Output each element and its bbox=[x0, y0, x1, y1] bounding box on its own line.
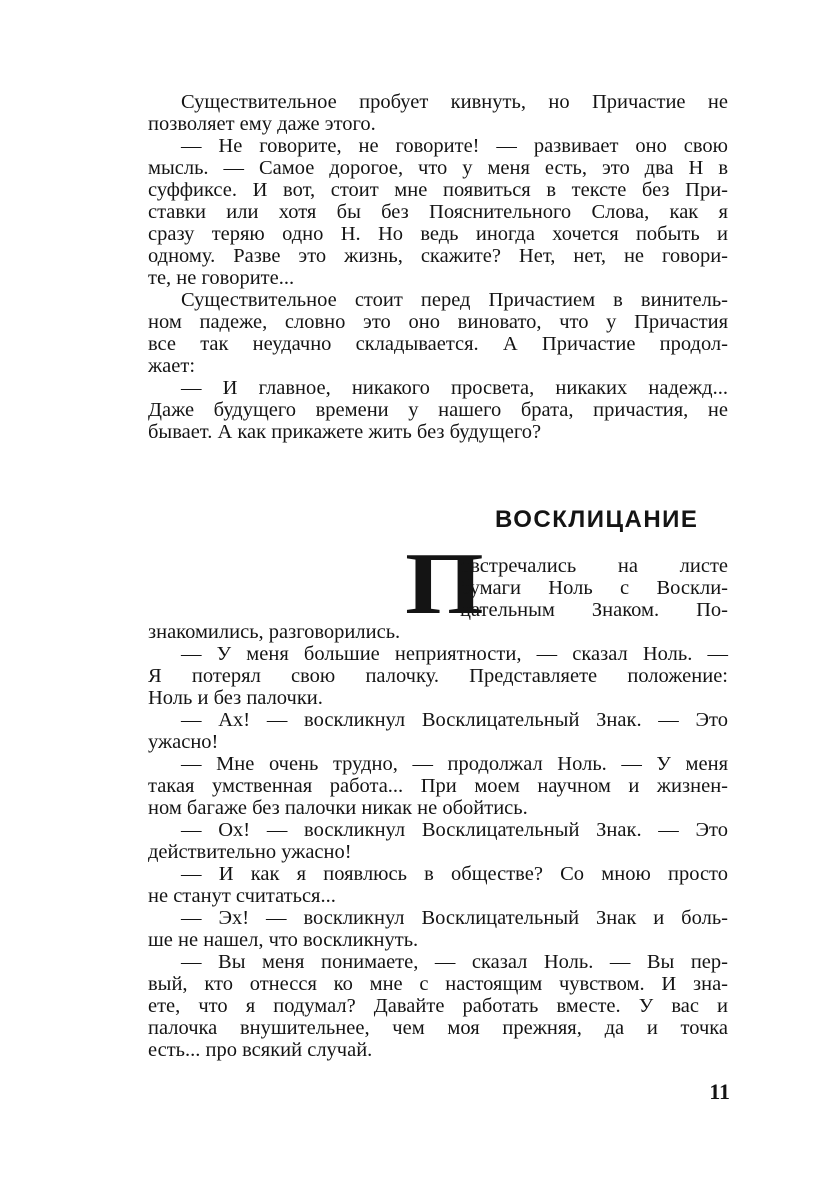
text-line: Я потерял свою палочку. Представляете положение: bbox=[148, 665, 728, 687]
text-line: мысль. — Самое дорогое, что у меня есть, это два Н в bbox=[148, 157, 728, 179]
text-line: палочка внушительнее, чем моя прежняя, да и точка bbox=[148, 1017, 728, 1039]
text-line: бумаги Ноль с Воскли- bbox=[460, 577, 728, 599]
text-line: знакомились, разговорились. bbox=[148, 621, 401, 643]
text-line: — У меня большие неприятности, — сказал Ноль. — bbox=[181, 643, 728, 665]
text-line: не станут считаться... bbox=[148, 885, 336, 907]
text-line: Ноль и без палочки. bbox=[148, 687, 323, 709]
text-line: — И как я появлюсь в обществе? Со мною просто bbox=[181, 863, 728, 885]
text-line: позволяет ему даже этого. bbox=[148, 113, 376, 135]
text-line: ше не нашел, что воскликнуть. bbox=[148, 929, 419, 951]
text-line: — Ах! — воскликнул Восклицательный Знак. — Это bbox=[181, 709, 728, 731]
text-line: ном падеже, словно это оно виновато, что у Причастия bbox=[148, 311, 728, 333]
text-line: бывает. А как прикажете жить без будущего? bbox=[148, 421, 542, 443]
text-line: Существительное стоит перед Причастием в винитель- bbox=[181, 289, 728, 311]
text-line: жает: bbox=[148, 355, 196, 377]
text-line: Существительное пробует кивнуть, но Причастие не bbox=[181, 91, 728, 113]
section-heading: ВОСКЛИЦАНИЕ bbox=[495, 506, 699, 533]
text-line: ужасно! bbox=[148, 731, 219, 753]
text-line: все так неудачно складывается. А Причастие продол- bbox=[148, 333, 728, 355]
drop-cap: П bbox=[405, 536, 484, 633]
text-line: ете, что я подумал? Давайте работать вместе. У вас и bbox=[148, 995, 728, 1017]
text-line: ном багаже без палочки никак не обойтись. bbox=[148, 797, 528, 819]
text-line: сразу теряю одно Н. Но ведь иногда хочется побыть и bbox=[148, 223, 728, 245]
text-line: — И главное, никакого просвета, никаких надежд... bbox=[181, 377, 728, 399]
text-line: такая умственная работа... При моем научном и жизнен- bbox=[148, 775, 728, 797]
text-line: действительно ужасно! bbox=[148, 841, 352, 863]
text-line: — Эх! — воскликнул Восклицательный Знак и боль- bbox=[181, 907, 728, 929]
text-line: одному. Разве это жизнь, скажите? Нет, нет, не говори- bbox=[148, 245, 728, 267]
text-line: — Ох! — воскликнул Восклицательный Знак. — Это bbox=[181, 819, 728, 841]
text-line: — Вы меня понимаете, — сказал Ноль. — Вы пер- bbox=[181, 951, 728, 973]
text-line: Даже будущего времени у нашего брата, причастия, не bbox=[148, 399, 728, 421]
text-line: суффиксе. И вот, стоит мне появиться в тексте без При- bbox=[148, 179, 728, 201]
text-line: вый, кто отнесся ко мне с настоящим чувством. И зна- bbox=[148, 973, 728, 995]
text-line: — Не говорите, не говорите! — развивает оно свою bbox=[181, 135, 728, 157]
text-line: цательным Знаком. По- bbox=[460, 599, 728, 621]
text-line: ставки или хотя бы без Пояснительного Слова, как я bbox=[148, 201, 728, 223]
text-line: овстречались на листе bbox=[460, 555, 728, 577]
text-line: те, не говорите... bbox=[148, 267, 295, 289]
text-line: — Мне очень трудно, — продолжал Ноль. — У меня bbox=[181, 753, 728, 775]
text-line: есть... про всякий случай. bbox=[148, 1039, 373, 1061]
page-number: 11 bbox=[709, 1079, 730, 1104]
